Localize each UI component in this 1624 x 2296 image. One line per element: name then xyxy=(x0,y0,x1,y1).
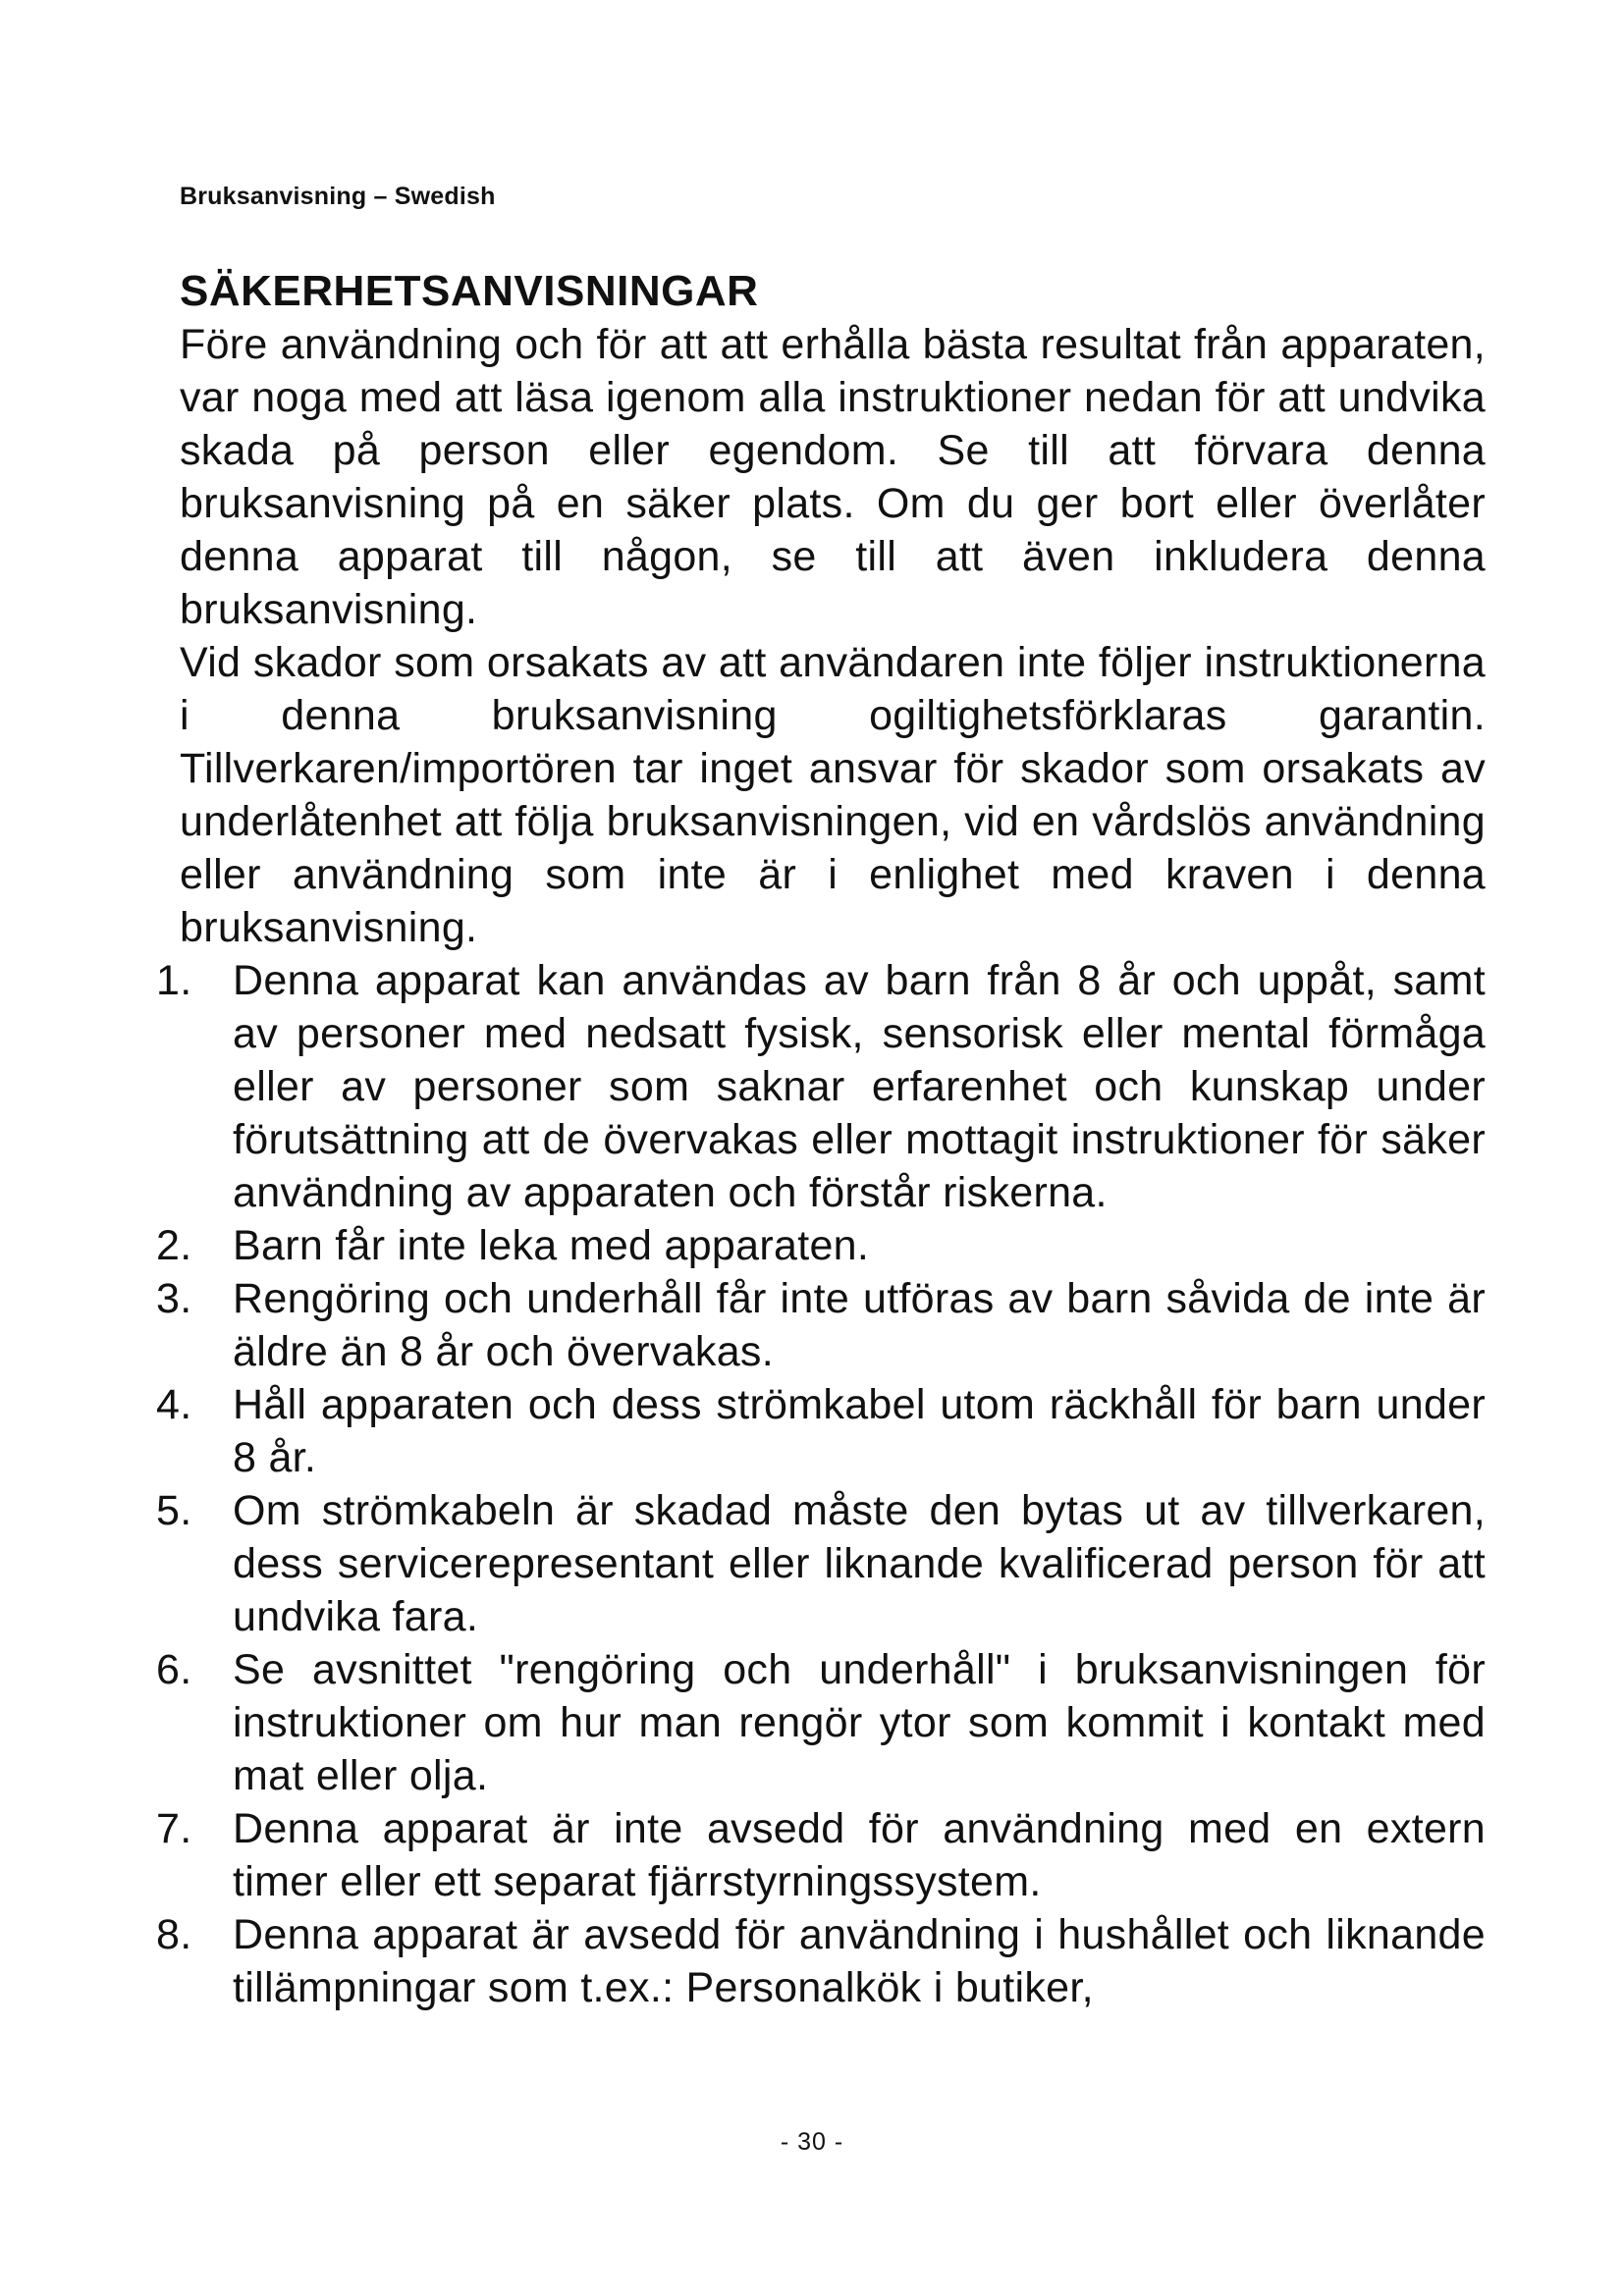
list-item-text: Denna apparat är avsedd för användning i hushållet och liknande tillämpningar som t.ex.: Personalkök i butiker, xyxy=(233,1911,1486,2011)
list-item-number: 2. xyxy=(156,1222,192,1269)
list-item xyxy=(156,1272,1486,1378)
list-item xyxy=(156,954,1486,1219)
list-item-text: Rengöring och underhåll får inte utföras av barn såvida de inte är äldre än 8 år och övervakas. xyxy=(233,1275,1486,1375)
list-item xyxy=(156,1908,1486,2014)
list-item-text: Denna apparat är inte avsedd för användning med en extern timer eller ett separat fjärrstyrningssystem. xyxy=(233,1805,1486,1905)
list-item-number: 3. xyxy=(156,1275,192,1322)
list-item-text: Barn får inte leka med apparaten. xyxy=(233,1222,870,1269)
list-item xyxy=(156,1484,1486,1643)
list-item-text: Om strömkabeln är skadad måste den bytas ut av tillverkaren, dess servicerepresentant eller liknande kvalificerad person för att undvika fara. xyxy=(233,1487,1486,1640)
list-item-number: 4. xyxy=(156,1381,192,1428)
intro-paragraph: Före användning och för att att erhålla bästa resultat från apparaten, var noga med att läsa igenom alla instruktioner nedan för att undvika skada på person eller egendom. Se till att förvara denna bruksanvisning på en säker plats. Om du ger bort eller överlåter denna apparat till någon, se till att även inkludera denna bruksanvisning. xyxy=(180,321,1486,633)
list-item-number: 5. xyxy=(156,1487,192,1534)
list-item-number: 6. xyxy=(156,1646,192,1693)
list-item-text: Denna apparat kan användas av barn från 8 år och uppåt, samt av personer med nedsatt fysisk, sensorisk eller mental förmåga eller av personer som saknar erfarenhet och kunskap under förutsättning att de övervakas eller mottagit instruktioner för säker användning av apparaten och förstår riskerna. xyxy=(233,957,1486,1216)
warranty-paragraph: Vid skador som orsakats av att användaren inte följer instruktionerna i denna bruksanvisning ogiltighetsförklaras garantin. Tillverkaren/importören tar inget ansvar för skador som orsakats av underlåtenhet att följa bruksanvisningen, vid en vårdslös användning eller användning som inte är i enlighet med kraven i denna bruksanvisning. xyxy=(180,639,1486,951)
section-title: SÄKERHETSANVISNINGAR xyxy=(180,267,759,315)
list-item-text: Se avsnittet "rengöring och underhåll" i bruksanvisningen för instruktioner om hur man rengör ytor som kommit i kontakt med mat eller olja. xyxy=(233,1646,1486,1799)
list-item xyxy=(156,1219,1486,1272)
list-item-number: 1. xyxy=(156,957,192,1004)
main-content xyxy=(156,265,1486,2014)
safety-list xyxy=(156,954,1486,2014)
list-item-number: 8. xyxy=(156,1911,192,1958)
list-item xyxy=(156,1802,1486,1908)
page-number: - 30 - xyxy=(780,2128,844,2156)
page-header: Bruksanvisning – Swedish xyxy=(180,183,496,210)
list-item-text: Håll apparaten och dess strömkabel utom räckhåll för barn under 8 år. xyxy=(233,1381,1486,1481)
list-item xyxy=(156,1643,1486,1802)
list-item xyxy=(156,1378,1486,1484)
list-item-number: 7. xyxy=(156,1805,192,1852)
